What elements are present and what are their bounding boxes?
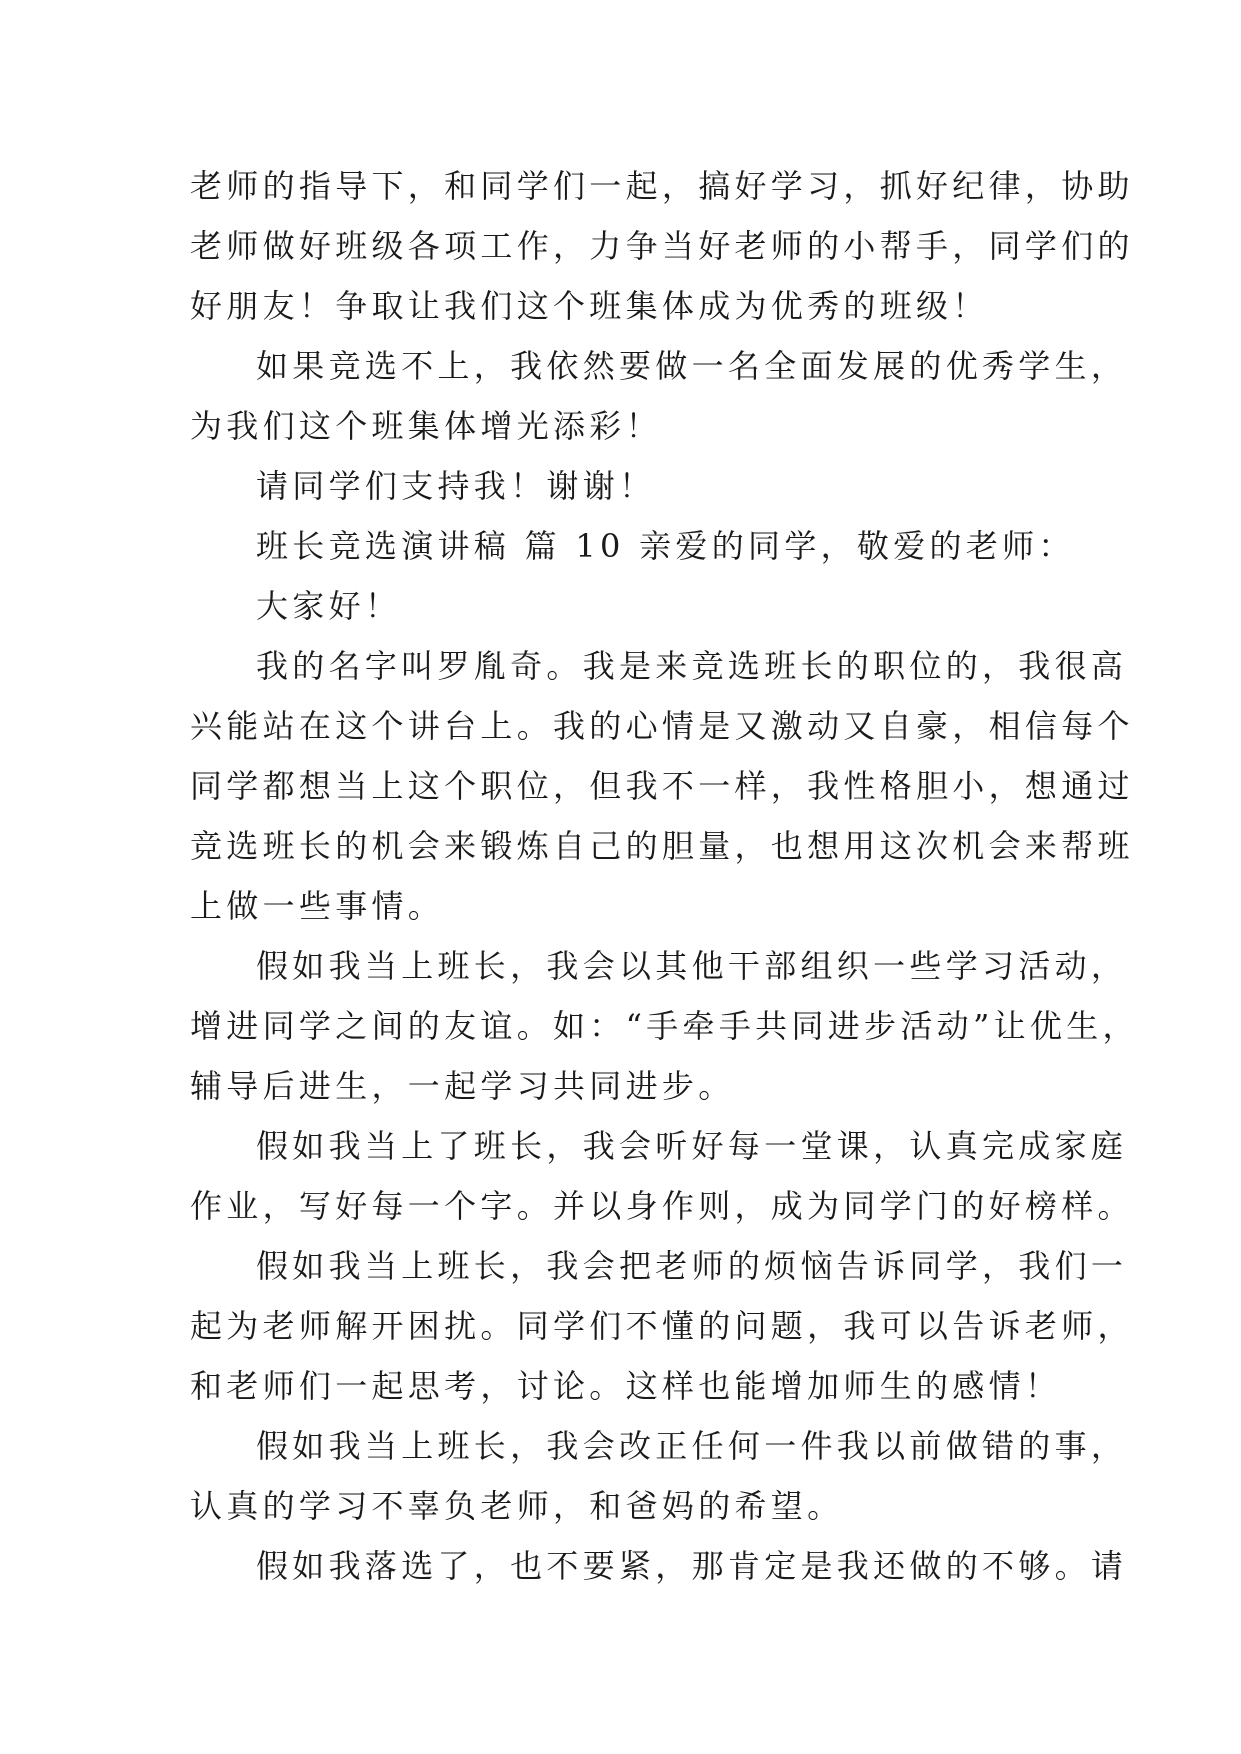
text-line: 作业，写好每一个字。并以身作则，成为同学门的好榜样。 xyxy=(190,1187,1134,1225)
text-line: 起为老师解开困扰。同学们不懂的问题，我可以告诉老师， xyxy=(190,1307,1134,1345)
body-text xyxy=(190,156,1139,1596)
text-line: 和老师们一起思考，讨论。这样也能增加师生的感情！ xyxy=(190,1367,1062,1405)
text-line: 兴能站在这个讲台上。我的心情是又激动又自豪，相信每个 xyxy=(190,707,1134,745)
text-line: 辅导后进生，一起学习共同进步。 xyxy=(190,1067,735,1105)
text-line: 老师的指导下，和同学们一起，搞好学习，抓好纪律，协助 xyxy=(190,167,1134,205)
paragraph-start-line: 我的名字叫罗胤奇。我是来竞选班长的职位的，我很高 xyxy=(256,647,1128,685)
paragraph-start-line: 假如我当上了班长，我会听好每一堂课，认真完成家庭 xyxy=(256,1127,1128,1165)
text-line: 竞选班长的机会来锻炼自己的胆量，也想用这次机会来帮班 xyxy=(190,827,1134,865)
section-heading-line: 班长竞选演讲稿 篇 10 亲爱的同学，敬爱的老师： xyxy=(256,527,1075,565)
paragraph-start-line: 假如我当上班长，我会以其他干部组织一些学习活动， xyxy=(256,947,1128,985)
text-line: 为我们这个班集体增光添彩！ xyxy=(190,407,662,445)
paragraph-start-line: 如果竞选不上，我依然要做一名全面发展的优秀学生， xyxy=(256,347,1128,385)
greeting-line: 大家好！ xyxy=(256,587,402,625)
text-line: 认真的学习不辜负老师，和爸妈的希望。 xyxy=(190,1487,844,1525)
text-line: 好朋友！争取让我们这个班集体成为优秀的班级！ xyxy=(190,287,989,325)
text-line: 增进同学之间的友谊。如：“手牵手共同进步活动”让优生， xyxy=(190,1007,1139,1045)
text-line: 老师做好班级各项工作，力争当好老师的小帮手，同学们的 xyxy=(190,227,1134,265)
text-line: 同学都想当上这个职位，但我不一样，我性格胆小，想通过 xyxy=(190,767,1134,805)
paragraph-start-line: 请同学们支持我！谢谢！ xyxy=(256,467,656,505)
paragraph-start-line: 假如我当上班长，我会改正任何一件我以前做错的事， xyxy=(256,1427,1128,1465)
paragraph-start-line: 假如我当上班长，我会把老师的烦恼告诉同学，我们一 xyxy=(256,1247,1128,1285)
text-line: 上做一些事情。 xyxy=(190,887,445,925)
paragraph-start-line: 假如我落选了，也不要紧，那肯定是我还做的不够。请 xyxy=(256,1547,1128,1585)
